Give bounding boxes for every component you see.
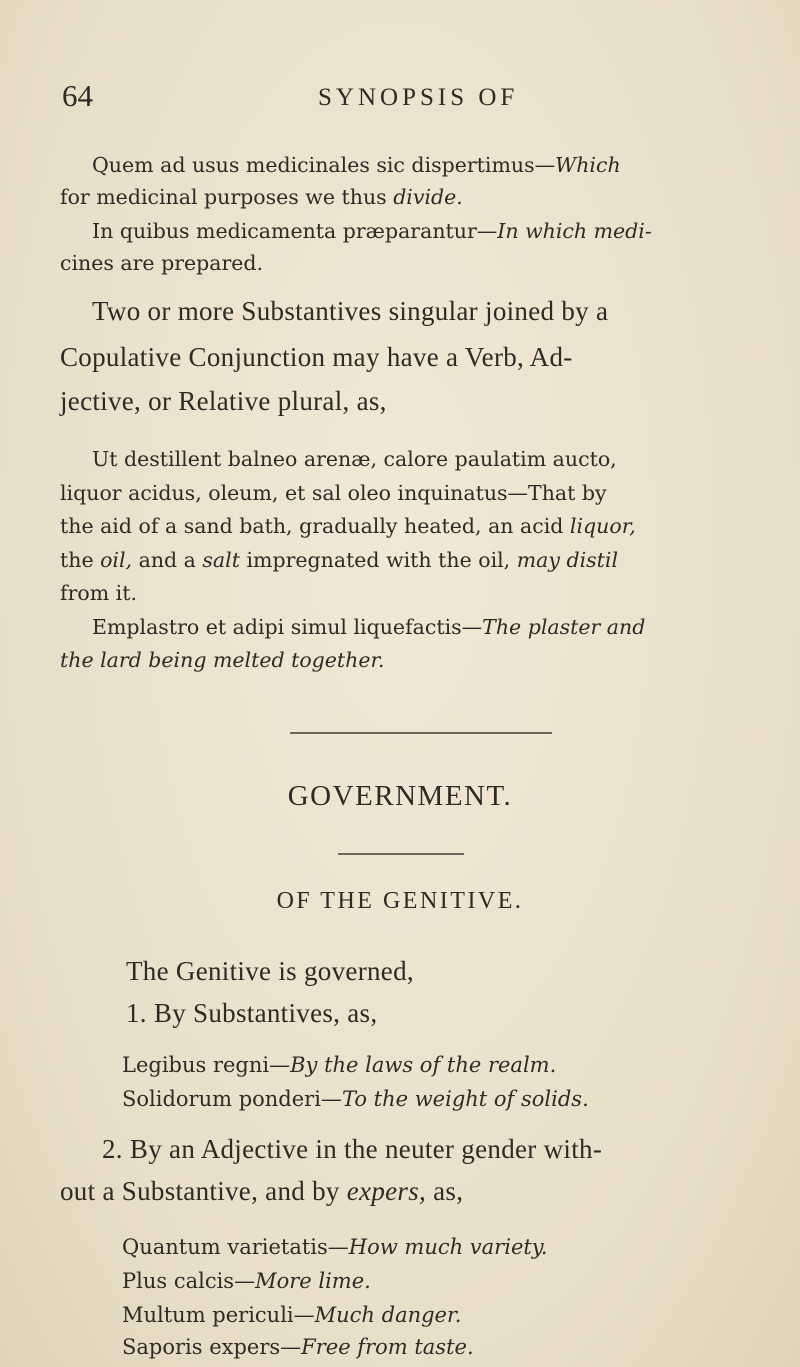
text-line: 1. By Substantives, as,	[126, 998, 378, 1028]
rule-line: Copulative Conjunction may have a Verb, Ad-	[60, 342, 573, 372]
example-line: Multum periculi—Much danger.	[122, 1303, 462, 1327]
title-underline	[338, 853, 464, 855]
text-line: liquor acidus, oleum, et sal oleo inquinatus—That by	[60, 481, 607, 505]
text-line: from it.	[60, 581, 137, 605]
text-line: 2. By an Adjective in the neuter gender with-	[102, 1134, 603, 1164]
text-line: the oil, and a salt impregnated with the oil, may distil	[60, 548, 619, 572]
running-title: SYNOPSIS OF	[318, 84, 519, 111]
text-line: the aid of a sand bath, gradually heated, an acid liquor,	[60, 514, 636, 538]
example-line: Saporis expers—Free from taste.	[122, 1335, 474, 1359]
text-line: Emplastro et adipi simul liquefactis—The plaster and	[92, 615, 646, 639]
page-header	[60, 78, 760, 128]
example-line: Quantum varietatis—How much variety.	[122, 1235, 548, 1259]
section-subtitle: OF THE GENITIVE.	[276, 888, 524, 914]
page-number: 64	[62, 78, 93, 113]
text-line: the lard being melted together.	[60, 648, 385, 672]
section-divider	[290, 732, 552, 734]
example-line: Legibus regni—By the laws of the realm.	[122, 1053, 557, 1077]
text-line: cines are prepared.	[60, 251, 264, 275]
rule-line: Two or more Substantives singular joined by a	[92, 296, 609, 326]
example-line: Solidorum ponderi—To the weight of solids.	[122, 1087, 589, 1111]
text-line: out a Substantive, and by expers, as,	[60, 1176, 464, 1206]
text-line: The Genitive is governed,	[126, 956, 414, 986]
text-line: Quem ad usus medicinales sic dispertimus—Which	[92, 153, 621, 177]
text-line: In quibus medicamenta præparantur—In which medi-	[92, 219, 652, 243]
text-line: Ut destillent balneo arenæ, calore paulatim aucto,	[92, 447, 617, 471]
rule-line: jective, or Relative plural, as,	[60, 386, 387, 416]
text-line: for medicinal purposes we thus divide.	[60, 185, 463, 209]
section-title: GOVERNMENT.	[287, 780, 513, 812]
example-line: Plus calcis—More lime.	[122, 1269, 371, 1293]
